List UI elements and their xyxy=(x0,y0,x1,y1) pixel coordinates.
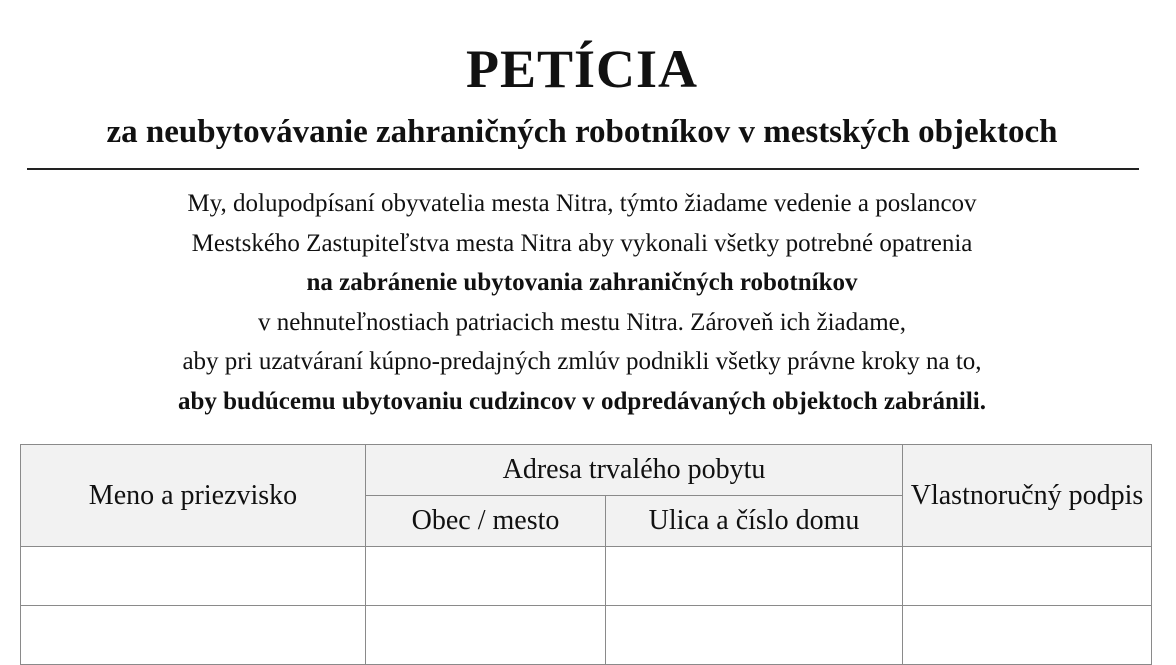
city-cell[interactable] xyxy=(366,606,606,665)
header-signature: Vlastnoručný podpis xyxy=(903,445,1152,547)
signature-cell[interactable] xyxy=(903,606,1152,665)
table-row xyxy=(21,606,1152,665)
body-line: My, dolupodpísaní obyvatelia mesta Nitra, týmto žiadame vedenie a poslancov xyxy=(187,190,977,217)
street-cell[interactable] xyxy=(606,547,903,606)
body-line: Mestského Zastupiteľstva mesta Nitra aby vykonali všetky potrebné opatrenia xyxy=(191,229,973,257)
petition-subtitle: za neubytovávanie zahraničných robotníkov v mestských objektoch xyxy=(106,114,1058,150)
header-address: Adresa trvalého pobytu xyxy=(366,445,903,496)
header-name: Meno a priezvisko xyxy=(21,445,366,547)
title-divider xyxy=(27,168,1139,170)
body-line-emphasis: na zabránenie ubytovania zahraničných robotníkov xyxy=(306,269,858,297)
body-line: aby pri uzatváraní kúpno-predajných zmlúv podnikli všetky právne kroky na to, xyxy=(182,348,982,376)
signature-table xyxy=(20,444,1152,665)
header-city: Obec / mesto xyxy=(366,496,606,547)
body-line-emphasis: aby budúcemu ubytovaniu cudzincov v odpredávaných objektoch zabránili. xyxy=(177,387,987,415)
street-cell[interactable] xyxy=(606,606,903,665)
table-row xyxy=(21,547,1152,606)
petition-title: PETÍCIA xyxy=(465,39,699,99)
city-cell[interactable] xyxy=(366,547,606,606)
signature-cell[interactable] xyxy=(903,547,1152,606)
name-cell[interactable] xyxy=(21,547,366,606)
header-street: Ulica a číslo domu xyxy=(606,496,903,547)
petition-body xyxy=(0,184,1164,422)
name-cell[interactable] xyxy=(21,606,366,665)
body-line: v nehnuteľnostiach patriacich mestu Nitra. Zároveň ich žiadame, xyxy=(257,308,907,336)
